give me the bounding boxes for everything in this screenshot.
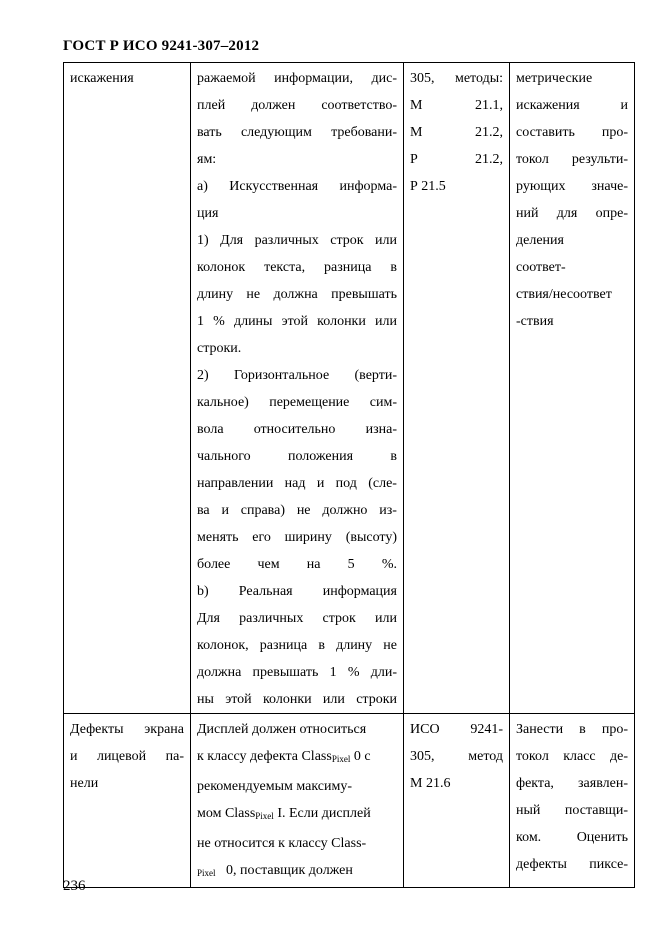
text-line: ний для опре- — [516, 206, 628, 221]
text-line: 1) Для различных строк или — [197, 233, 397, 248]
text-line: М 21.6 — [410, 776, 451, 791]
text-line: менять его ширину (высоту) — [197, 530, 397, 545]
text-line: вать следующим требовани- — [197, 125, 397, 140]
text-line: Р 21.5 — [410, 179, 446, 194]
text-line: ям: — [197, 152, 217, 167]
subscript: Pixel — [331, 754, 351, 764]
text-line: дефекты пиксе- — [516, 857, 628, 872]
action-cell — [510, 63, 635, 714]
text-line: ны этой колонки или строки — [197, 692, 397, 707]
text-line: мом Class$_{Pixel}$ I. Если дисплей — [197, 806, 371, 821]
text-line: 1 % длины этой колонки или — [197, 314, 397, 329]
page-number: 236 — [63, 878, 86, 894]
text-line: метрические — [516, 71, 593, 86]
text-line: рекомендуемым максиму- — [197, 779, 353, 794]
text-line: ражаемой информации, дис- — [197, 71, 397, 86]
text-line: ствия/несоответ — [516, 287, 612, 302]
text-line: кальное) перемещение сим- — [197, 395, 397, 410]
table-row — [64, 714, 635, 888]
text-line: Для различных строк или — [197, 611, 397, 626]
subscript: Pixel — [197, 868, 216, 878]
text-line: к классу дефекта Class$_{Pixel}$ 0 с — [197, 749, 371, 764]
method-cell — [404, 63, 510, 714]
text-line: рующих значе- — [516, 179, 628, 194]
text-line: Дефекты экрана — [70, 722, 184, 737]
text-line: длину не должна превышать — [197, 287, 397, 302]
requirement-cell — [191, 714, 404, 888]
text-line: строки. — [197, 341, 242, 356]
text-line: Занести в про- — [516, 722, 628, 737]
text-line: $_{Pixel}$ 0, поставщик должен — [197, 863, 353, 878]
text-line: должна превышать 1 % дли- — [197, 665, 397, 680]
text-line: Р 21.2, — [410, 152, 503, 167]
text-line: вола относительно изна- — [197, 422, 397, 437]
text-line: соответ- — [516, 260, 566, 275]
text-line: 305, метод — [410, 749, 503, 764]
criterion-cell — [64, 714, 191, 888]
text-line: М 21.2, — [410, 125, 503, 140]
text-line: не относится к классу Class- — [197, 836, 367, 851]
text-line: составить про- — [516, 125, 628, 140]
text-line: колонок, разница в длину не — [197, 638, 397, 653]
text-line: направлении над и под (сле- — [197, 476, 397, 491]
action-cell — [510, 714, 635, 888]
requirement-cell — [191, 63, 404, 714]
text-line: 305, методы: — [410, 71, 503, 86]
text-line: ИСО 9241- — [410, 722, 503, 737]
text-line: фекта, заявлен- — [516, 776, 628, 791]
text-line: искажения — [70, 71, 134, 86]
text-line: ва и справа) не должно из- — [197, 503, 397, 518]
text-line: ция — [197, 206, 219, 221]
text-line: чального положения в — [197, 449, 397, 464]
text-line: 2) Горизонтальное (верти- — [197, 368, 397, 383]
text-line: и лицевой па- — [70, 749, 184, 764]
text-line: -ствия — [516, 314, 554, 329]
text-line: плей должен соответство- — [197, 98, 397, 113]
text-line: ный поставщи- — [516, 803, 628, 818]
text-line: ком. Оценить — [516, 830, 628, 845]
text-line: искажения и — [516, 98, 628, 113]
text-line: М 21.1, — [410, 98, 503, 113]
text-line: токол результи- — [516, 152, 628, 167]
method-cell — [404, 714, 510, 888]
text-line: более чем на 5 %. — [197, 557, 397, 572]
document-header: ГОСТ Р ИСО 9241-307–2012 — [63, 38, 260, 54]
table-row — [64, 63, 635, 714]
text-line: деления — [516, 233, 564, 248]
text-line: нели — [70, 776, 99, 791]
text-line: a) Искусственная информа- — [197, 179, 397, 194]
requirements-table — [63, 62, 635, 888]
text-line: b) Реальная информация — [197, 584, 397, 599]
subscript: Pixel — [255, 811, 274, 821]
text-line: колонок текста, разница в — [197, 260, 397, 275]
criterion-cell — [64, 63, 191, 714]
text-line: Дисплей должен относиться — [197, 722, 367, 737]
text-line: токол класс де- — [516, 749, 628, 764]
